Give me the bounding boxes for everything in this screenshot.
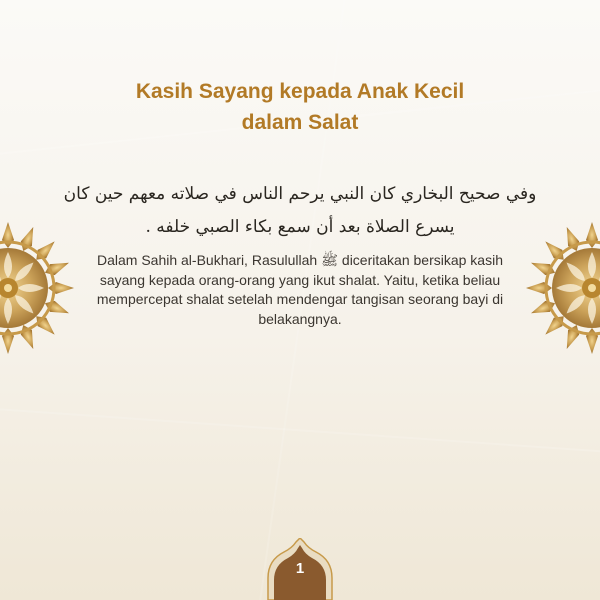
page-title (70, 76, 530, 138)
title-line-1: Kasih Sayang kepada Anak Kecil (135, 80, 465, 103)
paper-crease (0, 406, 600, 457)
translation-paragraph: Dalam Sahih al-Bukhari, Rasulullah ﷺ diceritakan bersikap kasih sayang kepada orang-orang yang ikut shalat. Yaitu, ketika beliau mempercepat shalat setelah mendengar tangisan seorang bayi di belakangnya. (96, 252, 504, 327)
arabic-hadith-text: وفي صحيح البخاري كان النبي يرحم الناس في صلاته معهم حين كان يسرع الصلاة بعد أن سمع بكاء الصبي خلفه . (63, 184, 537, 237)
page-number: 1 (295, 560, 305, 577)
title-line-2: dalam Salat (241, 111, 359, 134)
